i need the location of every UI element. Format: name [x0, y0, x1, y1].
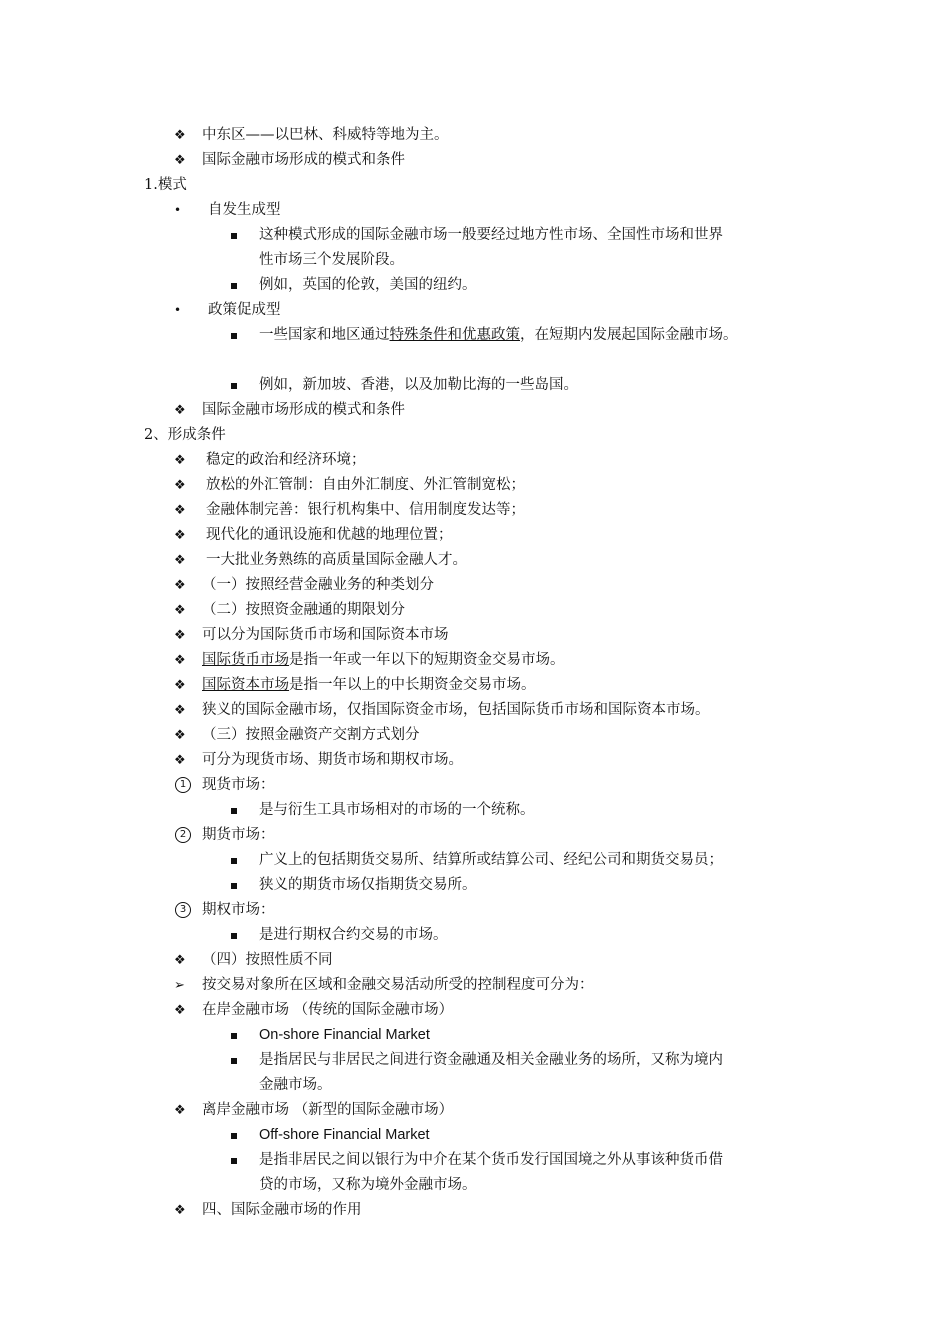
square-bullet-icon: [231, 883, 237, 889]
list-item: 放松的外汇管制：自由外汇制度、外汇管制宽松；: [206, 477, 525, 493]
list-item: （二）按照资金融通的期限划分: [202, 602, 405, 618]
diamond-bullet-icon: ❖: [174, 653, 186, 668]
square-bullet-icon: [231, 333, 237, 339]
list-item: 金融体制完善：银行机构集中、信用制度发达等；: [206, 502, 525, 518]
list-item: 离岸金融市场 （新型的国际金融市场）: [202, 1102, 454, 1118]
list-item: 稳定的政治和经济环境；: [206, 452, 366, 468]
square-bullet-icon: [231, 1133, 237, 1139]
diamond-bullet-icon: ❖: [174, 128, 186, 143]
section-heading: 2、形成条件: [144, 427, 226, 443]
square-bullet-icon: [231, 383, 237, 389]
diamond-bullet-icon: ❖: [174, 1003, 186, 1018]
list-item: 现货市场：: [202, 777, 275, 793]
diamond-bullet-icon: ❖: [174, 153, 186, 168]
square-bullet-icon: [231, 233, 237, 239]
underlined-phrase: 国际资本市场: [202, 677, 289, 693]
list-item: 国际货币市场是指一年或一年以下的短期资金交易市场。: [202, 652, 565, 668]
diamond-bullet-icon: ❖: [174, 1203, 186, 1218]
diamond-bullet-icon: ❖: [174, 703, 186, 718]
list-item: 中东区——以巴林、科威特等地为主。: [202, 127, 449, 143]
list-item: 是指非居民之间以银行为中介在某个货币发行国国境之外从事该种货币借: [259, 1152, 723, 1168]
list-item: 在岸金融市场 （传统的国际金融市场）: [202, 1002, 454, 1018]
list-item: 狭义的国际金融市场，仅指国际资金市场，包括国际货币市场和国际资本市场。: [202, 702, 710, 718]
list-item: 一大批业务熟练的高质量国际金融人才。: [206, 552, 467, 568]
list-item: 现代化的通讯设施和优越的地理位置；: [206, 527, 453, 543]
square-bullet-icon: [231, 1158, 237, 1164]
list-item: 国际金融市场形成的模式和条件: [202, 152, 405, 168]
circled-number-icon: 2: [175, 827, 191, 843]
list-item-continuation: 金融市场。: [259, 1077, 332, 1093]
list-item: 自发生成型: [208, 202, 281, 218]
list-item: 国际资本市场是指一年以上的中长期资金交易市场。: [202, 677, 536, 693]
square-bullet-icon: [231, 1033, 237, 1039]
diamond-bullet-icon: ❖: [174, 453, 186, 468]
list-item-continuation: 贷的市场，又称为境外金融市场。: [259, 1177, 477, 1193]
list-item: 四、国际金融市场的作用: [202, 1202, 362, 1218]
arrow-bullet-icon: ➢: [174, 978, 185, 993]
square-bullet-icon: [231, 283, 237, 289]
list-item: （三）按照金融资产交割方式划分: [202, 727, 420, 743]
list-item: 这种模式形成的国际金融市场一般要经过地方性市场、全国性市场和世界: [259, 227, 723, 243]
diamond-bullet-icon: ❖: [174, 478, 186, 493]
list-item: 按交易对象所在区域和金融交易活动所受的控制程度可分为：: [202, 977, 594, 993]
underlined-phrase: 特殊条件和优惠政策: [389, 327, 520, 343]
square-bullet-icon: [231, 933, 237, 939]
diamond-bullet-icon: ❖: [174, 503, 186, 518]
diamond-bullet-icon: ❖: [174, 403, 186, 418]
list-item: 例如，新加坡、香港，以及加勒比海的一些岛国。: [259, 377, 578, 393]
dot-bullet-icon: •: [174, 303, 182, 317]
circled-number-icon: 3: [175, 902, 191, 918]
list-item: On-shore Financial Market: [259, 1027, 430, 1043]
list-item: 是指居民与非居民之间进行资金融通及相关金融业务的场所，又称为境内: [259, 1052, 723, 1068]
list-item: 是与衍生工具市场相对的市场的一个统称。: [259, 802, 535, 818]
list-item: 狭义的期货市场仅指期货交易所。: [259, 877, 477, 893]
dot-bullet-icon: •: [174, 203, 182, 217]
diamond-bullet-icon: ❖: [174, 628, 186, 643]
list-item: 是进行期权合约交易的市场。: [259, 927, 448, 943]
diamond-bullet-icon: ❖: [174, 1103, 186, 1118]
list-item: 可以分为国际货币市场和国际资本市场: [202, 627, 449, 643]
square-bullet-icon: [231, 858, 237, 864]
diamond-bullet-icon: ❖: [174, 753, 186, 768]
list-item: Off-shore Financial Market: [259, 1127, 430, 1143]
circled-number-icon: 1: [175, 777, 191, 793]
underlined-phrase: 国际货币市场: [202, 652, 289, 668]
diamond-bullet-icon: ❖: [174, 678, 186, 693]
list-item: （一）按照经营金融业务的种类划分: [202, 577, 434, 593]
diamond-bullet-icon: ❖: [174, 953, 186, 968]
square-bullet-icon: [231, 808, 237, 814]
diamond-bullet-icon: ❖: [174, 528, 186, 543]
section-heading: 1.模式: [144, 177, 187, 193]
list-item: 政策促成型: [208, 302, 281, 318]
list-item: 期权市场：: [202, 902, 275, 918]
list-item: 可分为现货市场、期货市场和期权市场。: [202, 752, 463, 768]
diamond-bullet-icon: ❖: [174, 603, 186, 618]
diamond-bullet-icon: ❖: [174, 553, 186, 568]
list-item: 国际金融市场形成的模式和条件: [202, 402, 405, 418]
list-item: 一些国家和地区通过特殊条件和优惠政策，在短期内发展起国际金融市场。: [259, 327, 738, 343]
list-item: 广义上的包括期货交易所、结算所或结算公司、经纪公司和期货交易员；: [259, 852, 723, 868]
square-bullet-icon: [231, 1058, 237, 1064]
list-item: 例如，英国的伦敦，美国的纽约。: [259, 277, 477, 293]
list-item: （四）按照性质不同: [202, 952, 333, 968]
diamond-bullet-icon: ❖: [174, 728, 186, 743]
list-item: 期货市场：: [202, 827, 275, 843]
list-item-continuation: 性市场三个发展阶段。: [259, 252, 404, 268]
diamond-bullet-icon: ❖: [174, 578, 186, 593]
